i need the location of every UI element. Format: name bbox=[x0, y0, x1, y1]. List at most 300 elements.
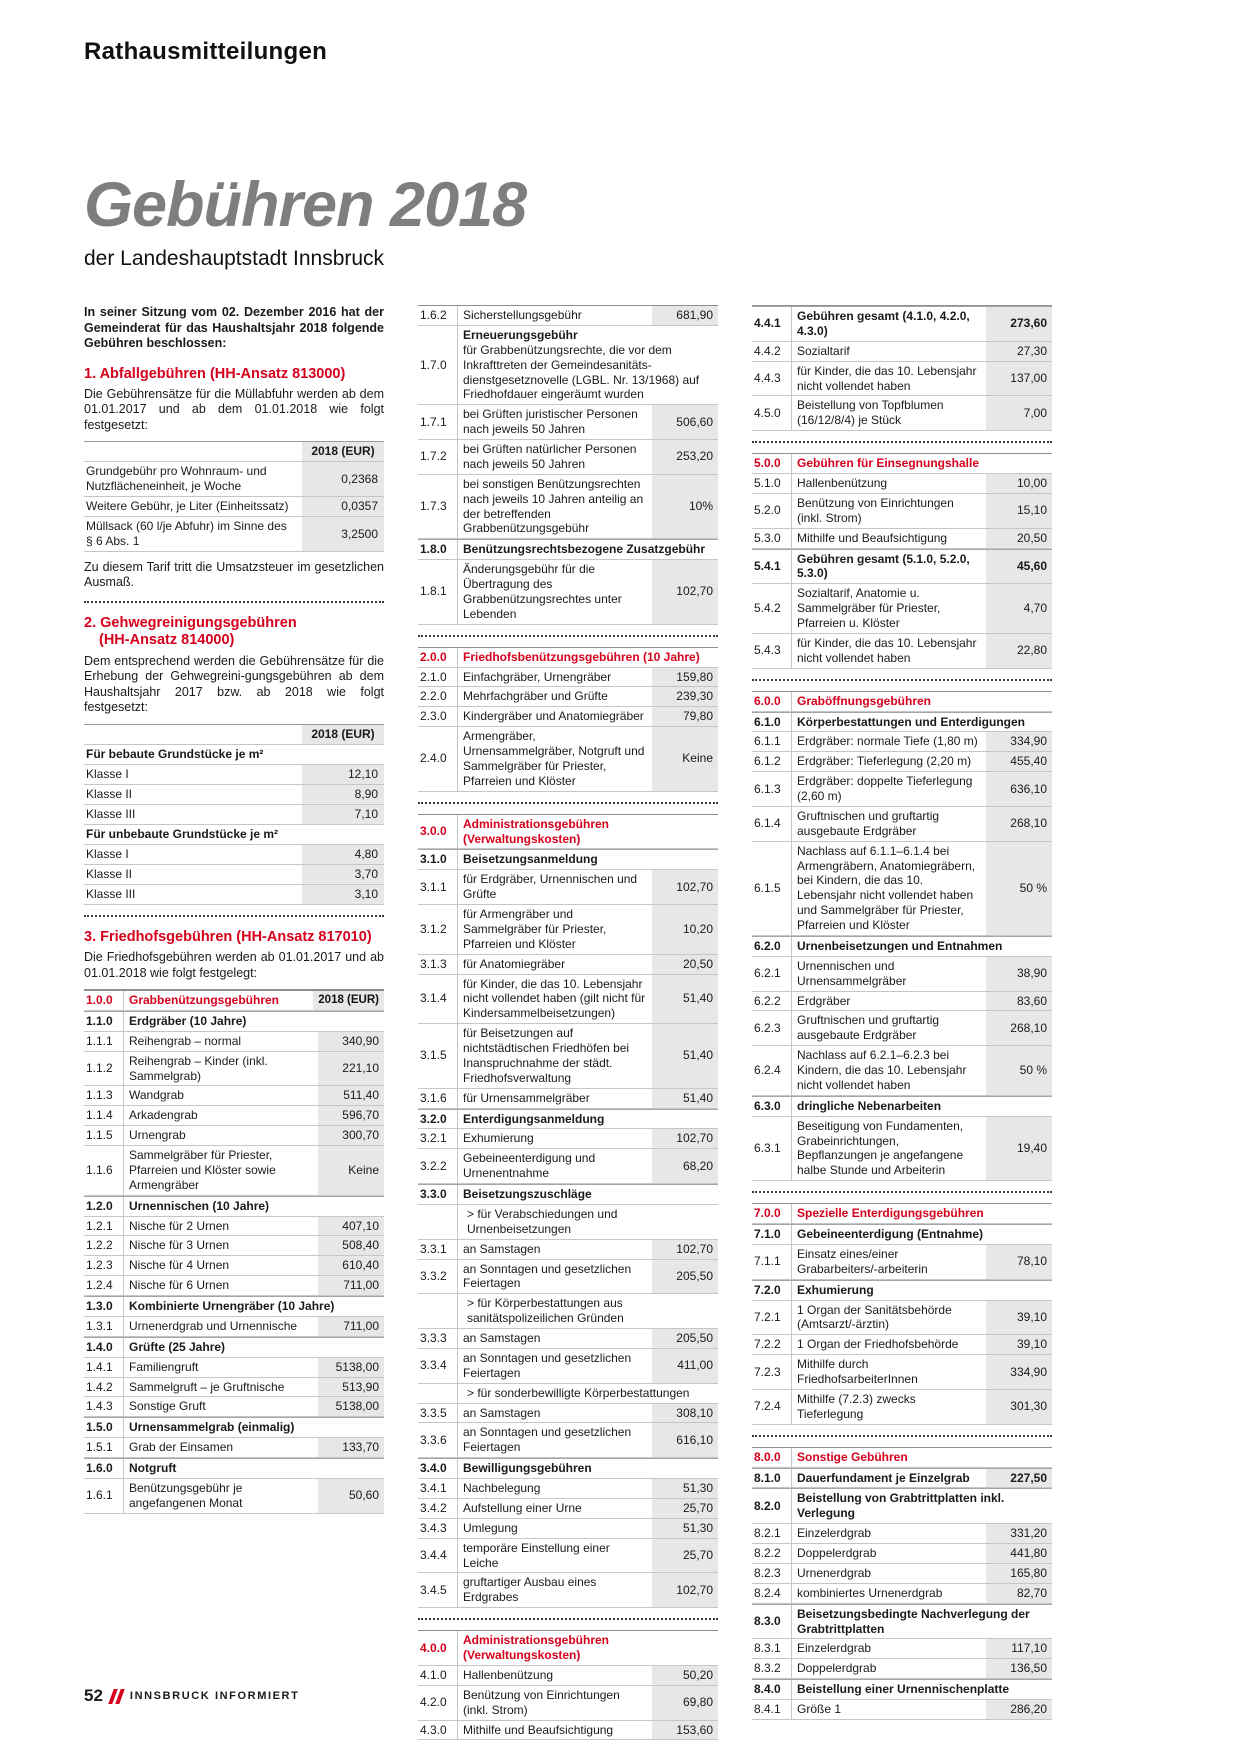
section-2-heading bbox=[84, 615, 384, 650]
fee-value: 50,20 bbox=[652, 1666, 718, 1685]
fee-value: 153,60 bbox=[652, 1721, 718, 1740]
page-footer bbox=[84, 1686, 299, 1706]
fee-row-3.0.0 bbox=[418, 814, 718, 850]
fee-row-5.2.0 bbox=[752, 494, 1052, 529]
fee-number: 1.1.2 bbox=[84, 1052, 124, 1086]
fee-number: 1.7.3 bbox=[418, 475, 458, 539]
fee-row-3.2.2 bbox=[418, 1149, 718, 1184]
row-value: 4,80 bbox=[302, 845, 384, 864]
fee-row-3.1.5 bbox=[418, 1024, 718, 1089]
fee-row-1.4.1 bbox=[84, 1358, 384, 1378]
fee-number: 1.1.4 bbox=[84, 1106, 124, 1125]
fee-number: 4.2.0 bbox=[418, 1686, 458, 1720]
fee-label: Nische für 3 Urnen bbox=[129, 1238, 230, 1253]
fee-label: Exhumierung bbox=[797, 1282, 874, 1297]
fee-number: 8.3.1 bbox=[752, 1639, 792, 1658]
fee-value: 10,20 bbox=[652, 905, 718, 954]
fee-number: 3.1.5 bbox=[418, 1024, 458, 1088]
fee-label: Erdgräber: normale Tiefe (1,80 m) bbox=[797, 734, 978, 749]
fee-label: Nachlass auf 6.2.1–6.2.3 bei Kindern, die das 10. Lebensjahr nicht vollendet haben bbox=[797, 1048, 967, 1092]
fee-row-8.2.2 bbox=[752, 1544, 1052, 1564]
fee-number: 7.1.1 bbox=[752, 1245, 792, 1279]
fee-row-6.1.5 bbox=[752, 842, 1052, 936]
fee-number: 1.3.0 bbox=[84, 1297, 124, 1316]
fee-label: Nische für 6 Urnen bbox=[129, 1278, 230, 1293]
table-row bbox=[84, 885, 384, 905]
fee-number: 1.4.2 bbox=[84, 1378, 124, 1397]
fee-number: 5.2.0 bbox=[752, 494, 792, 528]
year-column-header: 2018 (EUR) bbox=[302, 442, 384, 461]
fee-value: 25,70 bbox=[652, 1499, 718, 1518]
fee-value: 513,90 bbox=[318, 1378, 384, 1397]
masthead: Rathausmitteilungen bbox=[84, 38, 328, 65]
subheader-label: Für bebaute Grundstücke je m² bbox=[86, 746, 264, 761]
table-row bbox=[84, 865, 384, 885]
fee-value: 7,00 bbox=[986, 396, 1052, 430]
fee-number: 5.4.3 bbox=[752, 634, 792, 668]
fee-row-6.2.2 bbox=[752, 992, 1052, 1012]
fee-number: 8.4.0 bbox=[752, 1680, 792, 1699]
row-label: Klasse I bbox=[86, 766, 129, 781]
fee-value: 681,90 bbox=[652, 306, 718, 325]
fee-label: Gruftnischen und gruftartig ausgebaute Erdgräber bbox=[797, 1013, 940, 1043]
fee-row-4.4.3 bbox=[752, 362, 1052, 397]
fee-row-8.2.0 bbox=[752, 1488, 1052, 1524]
fee-value: 165,80 bbox=[986, 1564, 1052, 1583]
fee-label: Beistellung von Topfblumen (16/12/8/4) je Stück bbox=[797, 398, 944, 428]
section-2-heading-line1: 2. Gehwegreinigungsgebühren bbox=[84, 614, 297, 631]
fee-row-1.1.6 bbox=[84, 1146, 384, 1196]
fee-label: Gruftnischen und gruftartig ausgebaute Erdgräber bbox=[797, 808, 940, 838]
section-1-intro: Die Gebührensätze für die Müllabfuhr werden ab dem 01.01.2017 und ab dem 01.01.2018 wie folgt festgesetzt: bbox=[84, 386, 384, 432]
fee-value: 268,10 bbox=[986, 1011, 1052, 1045]
fee-number: 4.5.0 bbox=[752, 396, 792, 430]
cemetery-fees-table-middle bbox=[418, 305, 718, 1740]
fee-label: Nachlass auf 6.1.1–6.1.4 bei Armengräbern, Anatomiegräbern, bei Kindern, die das 10. Lebensjahr nicht vollendet haben und Sammelgräber für Priester, Pfarreien und Klöster bbox=[797, 843, 976, 932]
fee-row-1.1.0 bbox=[84, 1011, 384, 1032]
fee-label: Dauerfundament je Einzelgrab bbox=[797, 1470, 970, 1485]
fee-value: 10,00 bbox=[986, 474, 1052, 493]
fee-row-6.2.1 bbox=[752, 957, 1052, 992]
fee-label: Erneuerungsgebühr für Grabbenützungsrechte, die vor dem Inkrafttreten der Gemeindesanitäts-dienstgesetznovelle (LGBL. Nr. 13/1968) auf Friedhofdauer eingeräumt wurden bbox=[463, 327, 700, 402]
fee-number: 3.3.4 bbox=[418, 1349, 458, 1383]
row-label: Klasse II bbox=[86, 866, 133, 881]
fee-number: 7.2.2 bbox=[752, 1335, 792, 1354]
fee-number: 1.2.2 bbox=[84, 1236, 124, 1255]
fee-row-1.7.1 bbox=[418, 405, 718, 440]
fee-label: Gebühren für Einsegnungshalle bbox=[797, 456, 980, 471]
fee-row-6.1.0 bbox=[752, 712, 1052, 733]
fee-label: Grabbenützungsgebühren bbox=[129, 993, 279, 1008]
fee-label: > für Körperbestattungen aus sanitätspolizeilichen Gründen bbox=[467, 1296, 624, 1326]
fee-value: 508,40 bbox=[318, 1236, 384, 1255]
fee-label: für Anatomiegräber bbox=[463, 956, 566, 971]
fee-label: bei sonstigen Benützungsrechten nach jeweils 10 Jahren anteilig an der betreffenden Grabbenützungsgebühr bbox=[463, 476, 644, 536]
fee-row-1.6.2 bbox=[418, 306, 718, 326]
fee-row-6.2.0 bbox=[752, 936, 1052, 957]
fee-number: 3.1.4 bbox=[418, 975, 458, 1024]
fee-value: 68,20 bbox=[652, 1149, 718, 1183]
fee-number: 3.2.2 bbox=[418, 1149, 458, 1183]
fee-value: 69,80 bbox=[652, 1686, 718, 1720]
fee-number: 1.4.1 bbox=[84, 1358, 124, 1377]
fee-row-6.2.3 bbox=[752, 1011, 1052, 1046]
fee-row-1.1.2 bbox=[84, 1052, 384, 1087]
fee-value: 340,90 bbox=[318, 1032, 384, 1051]
fee-row-3.4.1 bbox=[418, 1479, 718, 1499]
section-divider bbox=[752, 1191, 1052, 1193]
fee-number: 6.2.1 bbox=[752, 957, 792, 991]
fee-number: 3.3.3 bbox=[418, 1329, 458, 1348]
fee-number bbox=[418, 1384, 458, 1403]
fee-row-4.5.0 bbox=[752, 396, 1052, 431]
fee-value: 50 % bbox=[986, 1046, 1052, 1095]
table-subheader-row bbox=[84, 745, 384, 765]
fee-number: 8.3.2 bbox=[752, 1659, 792, 1678]
fee-row-7.2.2 bbox=[752, 1335, 1052, 1355]
fee-row-3.1.3 bbox=[418, 955, 718, 975]
fee-number: 7.2.0 bbox=[752, 1281, 792, 1300]
fee-label: Sicherstellungsgebühr bbox=[463, 308, 582, 322]
fee-row-2.2.0 bbox=[418, 687, 718, 707]
fee-row-1.7.2 bbox=[418, 440, 718, 475]
fee-row-1.4.0 bbox=[84, 1337, 384, 1358]
fee-label: Reihengrab – normal bbox=[129, 1033, 242, 1048]
fee-label: Sammelgruft – je Gruftnische bbox=[129, 1379, 285, 1394]
table-row bbox=[84, 517, 384, 552]
fee-row-4.4.2 bbox=[752, 342, 1052, 362]
fee-row-5.4.3 bbox=[752, 634, 1052, 669]
fee-label: Doppelerdgrab bbox=[797, 1661, 877, 1676]
fee-row-1.1.1 bbox=[84, 1032, 384, 1052]
fee-number: 3.0.0 bbox=[418, 815, 458, 849]
table-row bbox=[84, 785, 384, 805]
fee-number: 2.4.0 bbox=[418, 727, 458, 791]
table-row bbox=[84, 462, 384, 497]
column-middle bbox=[418, 305, 718, 1740]
fee-label: bei Grüften juristischer Personen nach jeweils 50 Jahren bbox=[463, 407, 638, 437]
fee-value: 136,50 bbox=[986, 1659, 1052, 1678]
fee-label: Urnengrab bbox=[129, 1128, 186, 1143]
table-row bbox=[84, 765, 384, 785]
fee-label: Sozialtarif, Anatomie u. Sammelgräber für Priester, Pfarreien u. Klöster bbox=[797, 586, 941, 630]
fee-label: Arkadengrab bbox=[129, 1108, 198, 1123]
fee-row-1.0.0 bbox=[84, 990, 384, 1011]
fee-number: 2.0.0 bbox=[418, 648, 458, 667]
section-1-heading: 1. Abfallgebühren (HH-Ansatz 813000) bbox=[84, 365, 346, 382]
fee-label: Urnennischen und Urnensammelgräber bbox=[797, 958, 907, 988]
waste-fees-table bbox=[84, 441, 384, 552]
fee-row-5.1.0 bbox=[752, 474, 1052, 494]
fee-number: 3.1.2 bbox=[418, 905, 458, 954]
fee-row bbox=[418, 1205, 718, 1240]
fee-value: Keine bbox=[652, 727, 718, 791]
fee-row-4.3.0 bbox=[418, 1721, 718, 1741]
fee-row-1.5.1 bbox=[84, 1438, 384, 1458]
fee-value: 286,20 bbox=[986, 1700, 1052, 1719]
fee-number: 4.4.1 bbox=[752, 307, 792, 341]
fee-row-5.3.0 bbox=[752, 529, 1052, 549]
fee-row-7.0.0 bbox=[752, 1203, 1052, 1224]
fee-number: 7.0.0 bbox=[752, 1204, 792, 1223]
fee-label: Gebühren gesamt (5.1.0, 5.2.0, 5.3.0) bbox=[797, 551, 970, 581]
fee-row-6.1.2 bbox=[752, 752, 1052, 772]
fee-label: Kindergräber und Anatomiegräber bbox=[463, 709, 644, 724]
fee-label: Benützungsgebühr je angefangenen Monat bbox=[129, 1480, 243, 1510]
fee-label: Einsatz eines/einer Grabarbeiters/-arbeiterin bbox=[797, 1246, 928, 1276]
fee-value: 51,40 bbox=[652, 1089, 718, 1108]
fee-label: Spezielle Enterdigungsgebühren bbox=[797, 1206, 984, 1221]
fee-number: 5.4.1 bbox=[752, 550, 792, 584]
section-divider bbox=[752, 679, 1052, 681]
fee-value: 331,20 bbox=[986, 1524, 1052, 1543]
fee-label: Mithilfe (7.2.3) zwecks Tieferlegung bbox=[797, 1391, 916, 1421]
fee-value: 38,90 bbox=[986, 957, 1052, 991]
fee-number: 7.1.0 bbox=[752, 1225, 792, 1244]
fee-number: 5.3.0 bbox=[752, 529, 792, 548]
fee-row-1.4.3 bbox=[84, 1397, 384, 1417]
empty-header-cell bbox=[84, 725, 302, 744]
fee-label: für Kinder, die das 10. Lebensjahr nicht vollendet haben bbox=[797, 363, 977, 393]
fee-row-1.1.3 bbox=[84, 1086, 384, 1106]
fee-row-3.1.6 bbox=[418, 1089, 718, 1109]
row-label: Müllsack (60 l/je Abfuhr) im Sinne des § 6 Abs. 1 bbox=[86, 519, 287, 549]
fee-row-7.1.1 bbox=[752, 1245, 1052, 1280]
fee-number: 8.2.0 bbox=[752, 1489, 792, 1523]
fee-number: 6.1.3 bbox=[752, 772, 792, 806]
section-2-heading-line2: (HH-Ansatz 814000) bbox=[99, 632, 235, 649]
fee-row-1.7.3 bbox=[418, 475, 718, 540]
fee-label: für Kinder, die das 10. Lebensjahr nicht vollendet haben (gilt nicht für Kindersammelbeisetzungen) bbox=[463, 976, 646, 1021]
fee-row-4.2.0 bbox=[418, 1686, 718, 1721]
fee-label: Sozialtarif bbox=[797, 343, 850, 358]
fee-row-3.3.6 bbox=[418, 1423, 718, 1458]
table-header-row bbox=[84, 442, 384, 462]
fee-value: 711,00 bbox=[318, 1317, 384, 1336]
fee-label: Beisetzungszuschläge bbox=[463, 1187, 592, 1201]
fee-number: 1.6.0 bbox=[84, 1459, 124, 1478]
fee-label: temporäre Einstellung einer Leiche bbox=[463, 1540, 610, 1570]
table-row bbox=[84, 845, 384, 865]
fee-number: 2.1.0 bbox=[418, 668, 458, 687]
fee-value: 83,60 bbox=[986, 992, 1052, 1011]
fee-number: 2.3.0 bbox=[418, 707, 458, 726]
fee-row-6.3.0 bbox=[752, 1096, 1052, 1117]
fee-value: 51,30 bbox=[652, 1519, 718, 1538]
fee-number: 6.1.0 bbox=[752, 713, 792, 732]
fee-label: Beisetzungsanmeldung bbox=[463, 852, 598, 867]
section-2-intro: Dem entsprechend werden die Gebührensätze für die Erhebung der Gehwegreini-gungsgebühren ab dem Haushaltsjahr 2017 bzw. ab 2018 wie folgt festgesetzt: bbox=[84, 653, 384, 715]
fee-label: 1 Organ der Friedhofsbehörde bbox=[797, 1337, 959, 1352]
fee-number: 5.4.2 bbox=[752, 584, 792, 633]
fee-label: an Samstagen bbox=[463, 1405, 541, 1420]
fee-number: 8.2.3 bbox=[752, 1564, 792, 1583]
fee-label: Administrationsgebühren (Verwaltungskosten) bbox=[463, 816, 610, 846]
fee-label: Hallenbenützung bbox=[463, 1667, 554, 1682]
fee-row-8.4.1 bbox=[752, 1700, 1052, 1720]
fee-number: 3.3.0 bbox=[418, 1185, 458, 1204]
fee-value: 133,70 bbox=[318, 1438, 384, 1457]
section-divider bbox=[752, 1435, 1052, 1437]
fee-label: Enterdigungsanmeldung bbox=[463, 1111, 605, 1126]
fee-label: gruftartiger Ausbau eines Erdgrabes bbox=[463, 1575, 597, 1605]
fee-value: 51,40 bbox=[652, 1024, 718, 1088]
fee-number: 3.4.5 bbox=[418, 1573, 458, 1607]
three-column-layout bbox=[84, 305, 1240, 1740]
fee-label: Einzelerdgrab bbox=[797, 1641, 872, 1656]
fee-number: 1.1.1 bbox=[84, 1032, 124, 1051]
fee-row-7.2.4 bbox=[752, 1390, 1052, 1425]
section-divider bbox=[418, 802, 718, 804]
fee-row-1.2.0 bbox=[84, 1196, 384, 1217]
fee-label: Gebeineenterdigung (Entnahme) bbox=[797, 1227, 984, 1241]
fee-label: Größe 1 bbox=[797, 1702, 842, 1716]
fee-number: 8.3.0 bbox=[752, 1605, 792, 1639]
fee-value: 159,80 bbox=[652, 668, 718, 687]
row-value: 0,0357 bbox=[302, 497, 384, 516]
cemetery-fees-table-right bbox=[752, 305, 1052, 1720]
fee-number: 3.1.3 bbox=[418, 955, 458, 974]
fee-label: Nische für 4 Urnen bbox=[129, 1258, 230, 1273]
fee-label: an Sonntagen und gesetzlichen Feiertagen bbox=[463, 1350, 632, 1380]
fee-label: Kombinierte Urnengräber (10 Jahre) bbox=[129, 1299, 335, 1314]
fee-row-1.1.5 bbox=[84, 1126, 384, 1146]
fee-label: Sonstige Gruft bbox=[129, 1399, 206, 1414]
row-value: 3,10 bbox=[302, 885, 384, 904]
fee-row-5.0.0 bbox=[752, 453, 1052, 474]
fee-number bbox=[418, 1205, 458, 1239]
fee-number: 1.2.1 bbox=[84, 1217, 124, 1236]
fee-label: Änderungsgebühr für die Übertragung des Grabbenützungsrechtes unter Lebenden bbox=[463, 562, 622, 621]
fee-value: 50 % bbox=[986, 842, 1052, 935]
section-3-intro: Die Friedhofsgebühren werden ab 01.01.2017 und ab 01.01.2018 wie folgt festgelegt: bbox=[84, 950, 384, 980]
fee-label: > für Verabschiedungen und Urnenbeisetzungen bbox=[467, 1206, 618, 1236]
fee-value: 253,20 bbox=[652, 440, 718, 474]
fee-row-1.8.1 bbox=[418, 560, 718, 625]
fee-number: 3.4.1 bbox=[418, 1479, 458, 1498]
fee-number: 8.1.0 bbox=[752, 1469, 792, 1488]
fee-number: 1.6.1 bbox=[84, 1479, 124, 1513]
fee-value: 334,90 bbox=[986, 1355, 1052, 1389]
fee-number: 7.2.3 bbox=[752, 1355, 792, 1389]
sidewalk-fees-table bbox=[84, 724, 384, 905]
fee-value: 227,50 bbox=[986, 1469, 1052, 1488]
fee-row-5.4.1 bbox=[752, 549, 1052, 585]
fee-row-1.2.2 bbox=[84, 1236, 384, 1256]
fee-row-8.3.0 bbox=[752, 1604, 1052, 1640]
fee-label: Beistellung von Grabtrittplatten inkl. Verlegung bbox=[797, 1491, 1005, 1521]
fee-value: 102,70 bbox=[652, 1240, 718, 1259]
fee-label: an Sonntagen und gesetzlichen Feiertagen bbox=[463, 1425, 632, 1455]
fee-number: 4.4.3 bbox=[752, 362, 792, 396]
fee-value: 636,10 bbox=[986, 772, 1052, 806]
red-slashes-icon bbox=[111, 1689, 122, 1704]
fee-value: 616,10 bbox=[652, 1423, 718, 1457]
intro-paragraph: In seiner Sitzung vom 02. Dezember 2016 hat der Gemeinderat für das Haushaltsjahr 2018 folgende Gebühren beschlossen: bbox=[84, 305, 384, 350]
row-value: 8,90 bbox=[302, 785, 384, 804]
fee-number: 6.2.4 bbox=[752, 1046, 792, 1095]
fee-row-3.1.1 bbox=[418, 870, 718, 905]
fee-number: 3.2.0 bbox=[418, 1110, 458, 1129]
fee-row-7.2.1 bbox=[752, 1301, 1052, 1336]
fee-number: 4.1.0 bbox=[418, 1666, 458, 1685]
fee-number: 6.1.4 bbox=[752, 807, 792, 841]
fee-value: 20,50 bbox=[986, 529, 1052, 548]
fee-number: 3.1.0 bbox=[418, 850, 458, 869]
fee-label: für Erdgräber, Urnennischen und Grüfte bbox=[463, 872, 638, 902]
fee-label: Mithilfe durch FriedhofsarbeiterInnen bbox=[797, 1357, 918, 1386]
subheader-label: Für unbebaute Grundstücke je m² bbox=[86, 826, 279, 841]
fee-number: 6.1.2 bbox=[752, 752, 792, 771]
fee-value: 273,60 bbox=[986, 307, 1052, 341]
fee-label: Reihengrab – Kinder (inkl. Sammelgrab) bbox=[129, 1053, 268, 1083]
fee-value: 308,10 bbox=[652, 1404, 718, 1423]
fee-label: Hallenbenützung bbox=[797, 476, 888, 490]
fee-value: 39,10 bbox=[986, 1335, 1052, 1354]
row-label: Klasse I bbox=[86, 846, 129, 861]
fee-row-3.3.0 bbox=[418, 1184, 718, 1205]
fee-row-3.2.0 bbox=[418, 1109, 718, 1130]
fee-row-6.1.3 bbox=[752, 772, 1052, 807]
magazine-name: INNSBRUCK INFORMIERT bbox=[129, 1690, 300, 1702]
fee-number: 6.3.1 bbox=[752, 1117, 792, 1181]
fee-value: 221,10 bbox=[318, 1052, 384, 1086]
fee-label: Friedhofsbenützungsgebühren (10 Jahre) bbox=[463, 649, 700, 664]
row-value: 12,10 bbox=[302, 765, 384, 784]
fee-number: 6.3.0 bbox=[752, 1097, 792, 1116]
fee-number: 3.2.1 bbox=[418, 1129, 458, 1148]
fee-row-3.4.0 bbox=[418, 1458, 718, 1479]
fee-row-6.0.0 bbox=[752, 691, 1052, 712]
fee-label: 1 Organ der Sanitätsbehörde (Amtsarzt/-ärztin) bbox=[797, 1302, 952, 1332]
fee-value: 45,60 bbox=[986, 550, 1052, 584]
fee-label: Urnensammelgrab (einmalig) bbox=[129, 1420, 295, 1435]
fee-number: 6.2.0 bbox=[752, 937, 792, 956]
fee-number: 1.2.0 bbox=[84, 1197, 124, 1216]
fee-row-3.3.1 bbox=[418, 1240, 718, 1260]
fee-row-3.3.5 bbox=[418, 1404, 718, 1424]
fee-label: Grab der Einsamen bbox=[129, 1440, 234, 1455]
section-divider bbox=[752, 441, 1052, 443]
fee-value: 50,60 bbox=[318, 1479, 384, 1513]
fee-number: 1.3.1 bbox=[84, 1317, 124, 1336]
fee-number: 3.4.0 bbox=[418, 1459, 458, 1478]
fee-label: Beistellung einer Urnennischenplatte bbox=[797, 1682, 1010, 1697]
fee-label: Gebühren gesamt (4.1.0, 4.2.0, 4.3.0) bbox=[797, 309, 970, 338]
fee-number: 3.3.1 bbox=[418, 1240, 458, 1259]
fee-label: Erdgräber: Tieferlegung (2,20 m) bbox=[797, 754, 972, 769]
fee-label: Grüfte (25 Jahre) bbox=[129, 1339, 226, 1354]
fee-number: 3.1.1 bbox=[418, 870, 458, 904]
section-divider bbox=[84, 915, 384, 917]
fee-value: 22,80 bbox=[986, 634, 1052, 668]
row-label: Grundgebühr pro Wohnraum- und Nutzflächeneinheit, je Woche bbox=[86, 464, 267, 494]
fee-value: 455,40 bbox=[986, 752, 1052, 771]
fee-number: 6.0.0 bbox=[752, 692, 792, 711]
fee-row-3.3.4 bbox=[418, 1349, 718, 1384]
fee-label: Notgruft bbox=[129, 1461, 177, 1476]
row-value: 3,2500 bbox=[302, 517, 384, 551]
fee-row-2.3.0 bbox=[418, 707, 718, 727]
fee-value: 411,00 bbox=[652, 1349, 718, 1383]
fee-number: 3.3.6 bbox=[418, 1423, 458, 1457]
fee-number: 5.1.0 bbox=[752, 474, 792, 493]
fee-number: 5.0.0 bbox=[752, 454, 792, 473]
fee-label: Benützung von Einrichtungen (inkl. Strom) bbox=[463, 1687, 620, 1717]
fee-value: 137,00 bbox=[986, 362, 1052, 396]
column-right bbox=[752, 305, 1052, 1720]
fee-number: 8.4.1 bbox=[752, 1700, 792, 1719]
